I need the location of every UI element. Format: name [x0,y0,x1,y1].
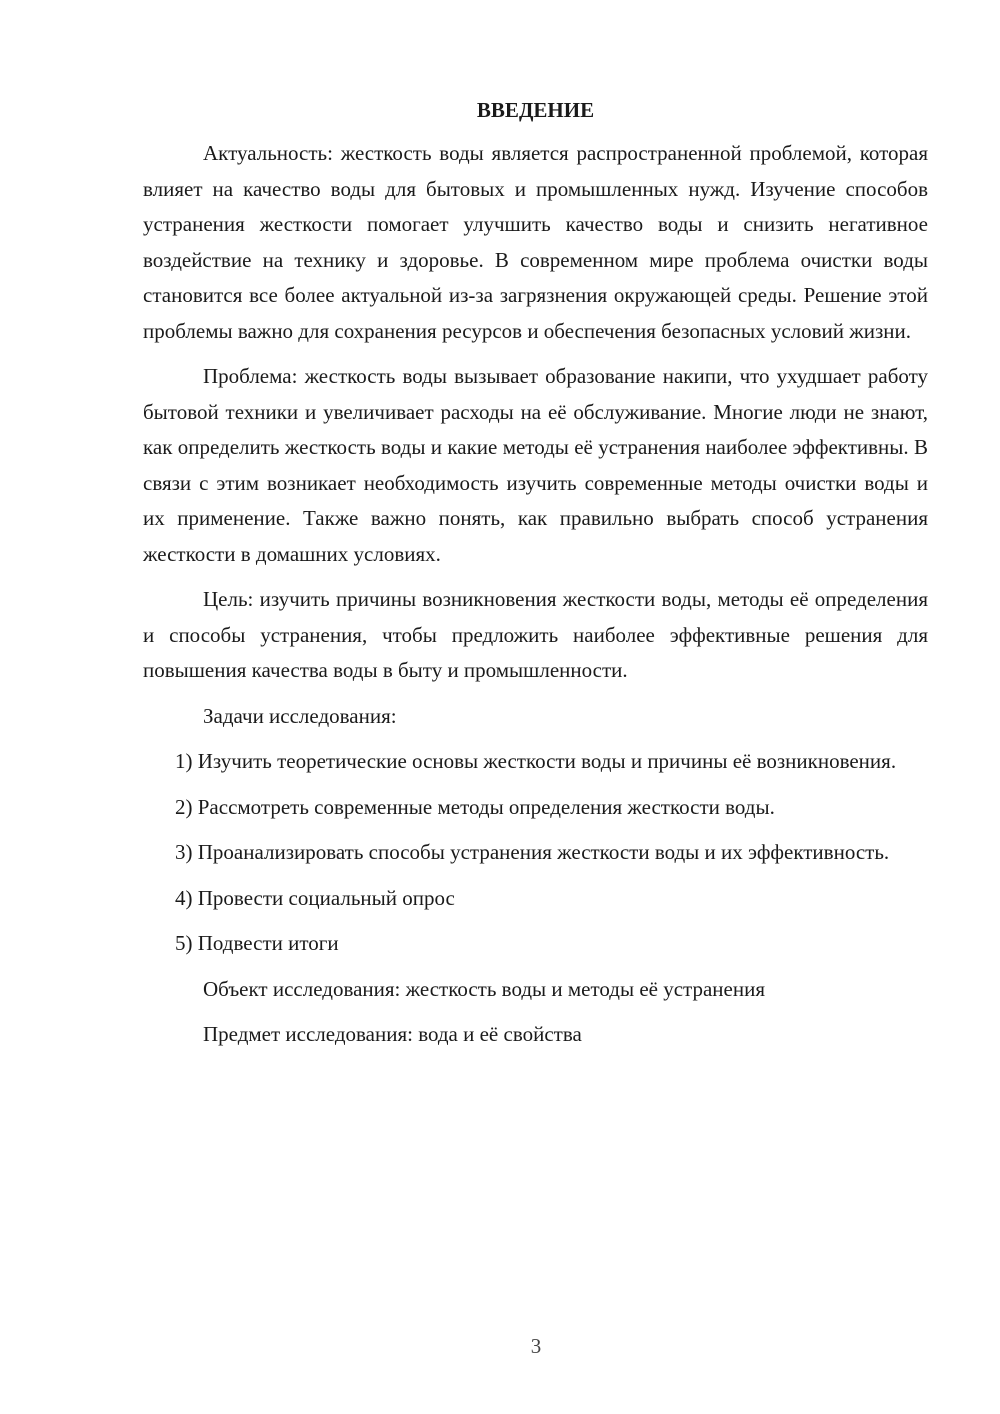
research-subject: Предмет исследования: вода и её свойства [203,1022,582,1046]
page-number: 3 [530,1334,542,1358]
section-heading: ВВЕДЕНИЕ [476,98,595,122]
research-object: Объект исследования: жесткость воды и методы её устранения [203,976,765,1001]
page-content [143,96,928,1063]
goal-paragraph: Цель: изучить причины возникновения жесткости воды, методы её определения и способы устранения, чтобы предложить наиболее эффективные решения для повышения качества воды в быту и промышленности. [143,587,928,682]
task-item-3: 3) Проанализировать способы устранения жесткости воды и их эффективность. [175,840,890,864]
task-item-1: 1) Изучить теоретические основы жесткости воды и причины её возникновения. [175,749,897,773]
task-item-2: 2) Рассмотреть современные методы определения жесткости воды. [175,794,775,819]
relevance-paragraph: Актуальность: жесткость воды является распространенной проблемой, которая влияет на качество воды для бытовых и промышленных нужд. Изучение способов устранения жесткости помогает улучшить качество воды и снизить негативное воздействие на технику и здоровье. В современном мире проблема очистки воды становится все более актуальной из-за загрязнения окружающей среды. Решение этой проблемы важно для сохранения ресурсов и обеспечения безопасных условий жизни. [143,141,928,343]
tasks-title: Задачи исследования: [203,703,397,728]
task-item-4: 4) Провести социальный опрос [175,885,455,910]
task-item-5: 5) Подвести итоги [175,931,339,955]
problem-paragraph: Проблема: жесткость воды вызывает образование накипи, что ухудшает работу бытовой техники и увеличивает расходы на её обслуживание. Многие люди не знают, как определить жесткость воды и какие методы её устранения наиболее эффективны. В связи с этим возникает необходимость изучить современные методы очистки воды и их применение. Также важно понять, как правильно выбрать способ устранения жесткости в домашних условиях. [143,364,928,566]
